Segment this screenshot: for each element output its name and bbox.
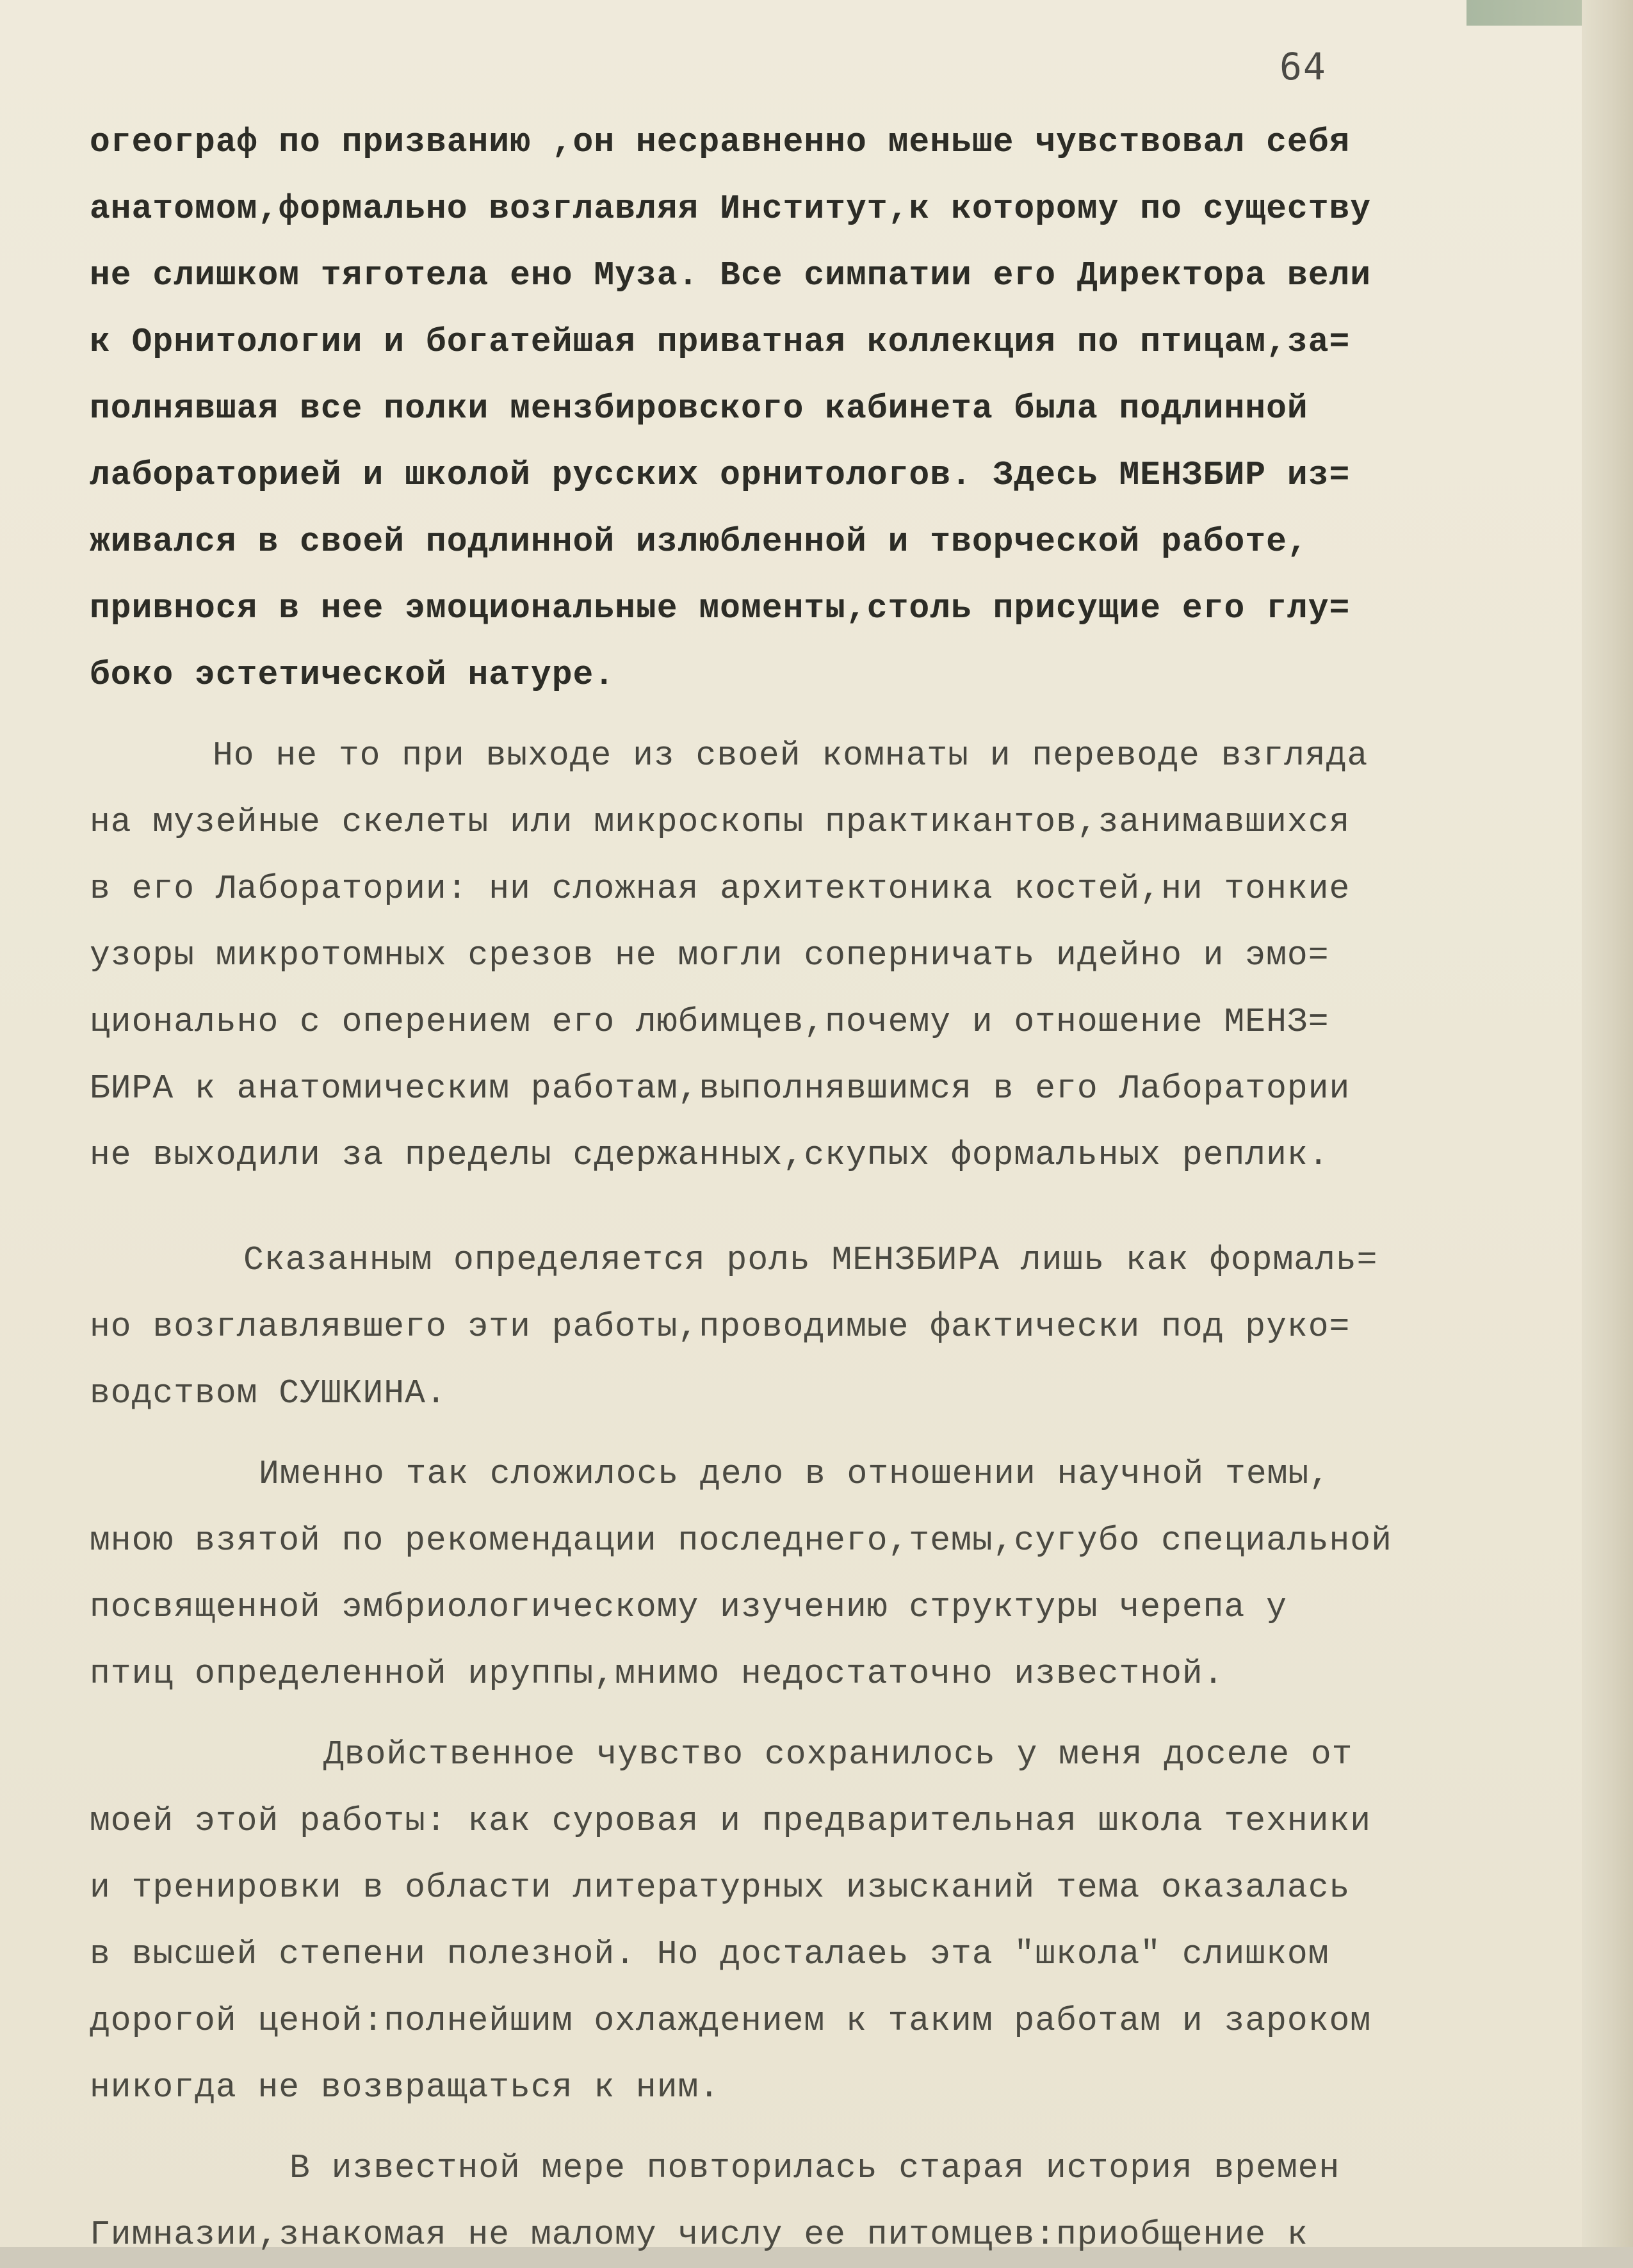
text-line: в высшей степени полезной. Но досталаеь эта "школа" слишком xyxy=(90,1935,1329,1973)
text-line: привнося в нее эмоциональные моменты,столь присущие его глу= xyxy=(90,589,1351,628)
paragraph-gap xyxy=(90,1427,1460,1441)
text-line: огеограф по призванию ,он несравненно меньше чувствовал себя xyxy=(90,123,1351,161)
text-line: никогда не возвращаться к ним. xyxy=(90,2068,720,2107)
text-line: полнявшая все полки мензбировского кабинета была подлинной xyxy=(90,389,1308,428)
text-line: анатомом,формально возглавляя Институт,к которому по существу xyxy=(90,190,1372,228)
paragraph-5 xyxy=(90,1721,1460,2121)
paragraph-3 xyxy=(90,1227,1460,1427)
text-line: мною взятой по рекомендации последнего,темы,сугубо специальной xyxy=(90,1521,1392,1560)
text-line: птиц определенной ируппы,мнимо недостаточно известной. xyxy=(90,1655,1224,1693)
text-line: живался в своей подлинной излюбленной и творческой работе, xyxy=(90,522,1308,561)
paragraph-4 xyxy=(90,1441,1460,1707)
text-line: БИРА к анатомическим работам,выполнявшимся в его Лаборатории xyxy=(90,1069,1351,1108)
paragraph-1 xyxy=(90,109,1460,708)
paragraph-gap xyxy=(90,708,1460,722)
text-line: узоры микротомных срезов не могли соперничать идейно и эмо= xyxy=(90,936,1329,975)
text-line: моей этой работы: как суровая и предварительная школа техники xyxy=(90,1802,1372,1840)
text-line: к Орнитологии и богатейшая приватная коллекция по птицам,за= xyxy=(90,323,1351,361)
text-line: Но не то при выходе из своей комнаты и переводе взгляда xyxy=(213,736,1369,775)
text-line: Сказанным определяется роль МЕНЗБИРА лишь как формаль= xyxy=(243,1241,1378,1279)
text-line: не выходили за пределы сдержанных,скупых формальных реплик. xyxy=(90,1136,1329,1174)
text-line: в его Лаборатории: ни сложная архитектоника костей,ни тонкие xyxy=(90,870,1351,908)
text-line: Именно так сложилось дело в отношении научной темы, xyxy=(259,1455,1331,1493)
paragraph-6 xyxy=(90,2135,1460,2268)
typewritten-text xyxy=(90,109,1460,2268)
text-line: В известной мере повторилась старая история времен xyxy=(289,2149,1340,2187)
paragraph-gap xyxy=(90,1707,1460,1721)
text-line: ционально с оперением его любимцев,почему и отношение МЕНЗ= xyxy=(90,1003,1329,1041)
text-line: Гимназии,знакомая не малому числу ее питомцев:приобщение к xyxy=(90,2215,1308,2254)
text-line: посвященной эмбриологическому изучению структуры черепа у xyxy=(90,1588,1287,1626)
paragraph-gap xyxy=(90,1188,1460,1227)
text-line: Двойственное чувство сохранилось у меня доселе от xyxy=(323,1735,1353,1774)
text-line: не слишком тяготела ено Муза. Все симпатии его Директора вели xyxy=(90,256,1372,295)
text-line: водством СУШКИНА. xyxy=(90,1374,447,1413)
paragraph-2 xyxy=(90,722,1460,1188)
text-line: боко эстетической натуре. xyxy=(90,656,615,694)
page-edge-shadow xyxy=(1582,0,1633,2247)
text-line: и тренировки в области литературных изысканий тема оказалась xyxy=(90,1868,1351,1907)
page-number: 64 xyxy=(1280,45,1327,88)
text-line: но возглавлявшего эти работы,проводимые фактически под руко= xyxy=(90,1308,1351,1346)
text-line: лабораторией и школой русских орнитологов. Здесь МЕНЗБИР из= xyxy=(90,456,1351,494)
paragraph-gap xyxy=(90,2121,1460,2135)
text-line: на музейные скелеты или микроскопы практикантов,занимавшихся xyxy=(90,803,1351,841)
text-line: дорогой ценой:полнейшим охлаждением к таким работам и зароком xyxy=(90,2002,1372,2040)
